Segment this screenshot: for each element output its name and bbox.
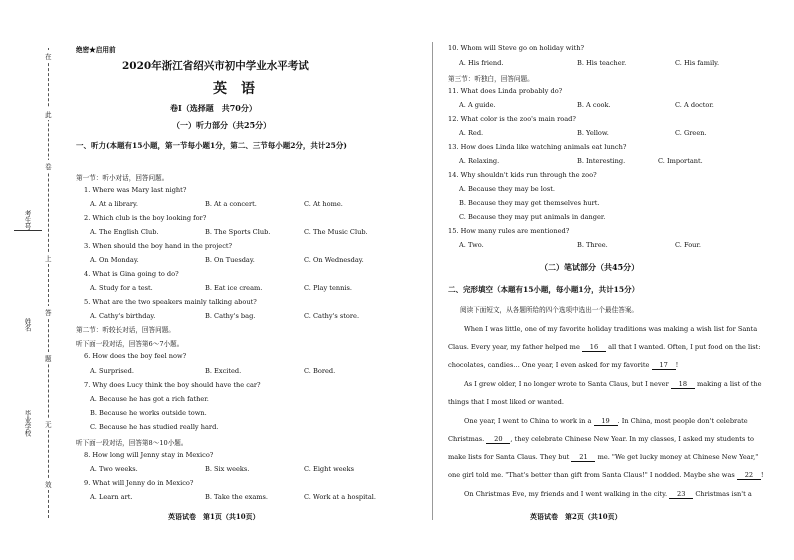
q8-option-b[interactable]: B. Six weeks. bbox=[205, 465, 250, 473]
listening-part-heading: （一）听力部分（共25分） bbox=[172, 120, 272, 130]
q13-option-b[interactable]: B. Interesting. bbox=[577, 157, 626, 165]
q8-option-a[interactable]: A. Two weeks. bbox=[90, 465, 138, 473]
blank-20[interactable]: 20 bbox=[486, 435, 510, 444]
q6-option-c[interactable]: C. Bored. bbox=[304, 367, 336, 375]
field-name: 姓名 bbox=[23, 318, 31, 332]
question-2: 2. Which club is the boy looking for? bbox=[84, 214, 207, 222]
q1-option-a[interactable]: A. At a library. bbox=[90, 200, 138, 208]
question-5: 5. What are the two speakers mainly talking about? bbox=[84, 298, 257, 306]
blank-22[interactable]: 22 bbox=[737, 471, 761, 480]
binding-mark: 答 bbox=[45, 306, 52, 318]
q4-option-a[interactable]: A. Study for a test. bbox=[90, 284, 153, 292]
blank-18[interactable]: 18 bbox=[671, 380, 695, 389]
cloze-line-5: things that I most liked or wanted. bbox=[448, 398, 564, 406]
section2-heading: 二、完形填空（本题有15小题，每小题1分，共计15分） bbox=[448, 285, 640, 294]
q7-option-b[interactable]: B. Because he works outside town. bbox=[90, 409, 207, 417]
binding-mark: 卷 bbox=[45, 160, 52, 172]
subject-title: 英 语 bbox=[213, 81, 255, 97]
blank-19[interactable]: 19 bbox=[594, 417, 618, 426]
binding-mark: 此 bbox=[45, 108, 52, 120]
question-15: 15. How many rules are mentioned? bbox=[448, 227, 570, 235]
q12-option-c[interactable]: C. Green. bbox=[675, 129, 707, 137]
question-4: 4. What is Gina going to do? bbox=[84, 270, 179, 278]
q6-option-a[interactable]: A. Surprised. bbox=[90, 367, 134, 375]
q2-option-b[interactable]: B. The Sports Club. bbox=[205, 228, 271, 236]
q5-option-b[interactable]: B. Cathy's bag. bbox=[205, 312, 256, 320]
left-page-footer: 英语试卷 第1页（共10页） bbox=[168, 512, 260, 521]
name-underline bbox=[14, 230, 42, 231]
question-7: 7. Why does Lucy think the boy should have the car? bbox=[84, 381, 261, 389]
q11-option-a[interactable]: A. A guide. bbox=[459, 101, 496, 109]
q10-option-b[interactable]: B. His teacher. bbox=[577, 59, 627, 67]
section1-sub2b: 听下面一段对话，回答第6～7小题。 bbox=[76, 340, 184, 348]
q5-option-a[interactable]: A. Cathy's birthday. bbox=[90, 312, 156, 320]
section1-heading: 一、听力(本题有15小题，第一节每小题1分，第二、三节每小题2分，共计25分) bbox=[76, 141, 347, 150]
q2-option-c[interactable]: C. The Music Club. bbox=[304, 228, 368, 236]
q14-option-b[interactable]: B. Because they may get themselves hurt. bbox=[459, 199, 600, 207]
cloze-line-4: As I grew older, I no longer wrote to Santa Claus, but I never 18 making a list of the bbox=[464, 380, 762, 388]
q7-option-a[interactable]: A. Because he has got a rich father. bbox=[90, 395, 209, 403]
field-school: 毕业学校 bbox=[23, 410, 31, 437]
cloze-line-3: chocolates, candies… One year, I even asked for my favorite 17 ! bbox=[448, 361, 679, 369]
question-6: 6. How does the boy feel now? bbox=[84, 352, 187, 360]
question-9: 9. What will Jenny do in Mexico? bbox=[84, 479, 194, 487]
q9-option-c[interactable]: C. Work at a hospital. bbox=[304, 493, 376, 501]
q14-option-c[interactable]: C. Because they may put animals in danger. bbox=[459, 213, 606, 221]
q15-option-a[interactable]: A. Two. bbox=[459, 241, 484, 249]
cloze-line-9: one girl told me. "That's better than gift from Santa Claus!" I nodded. Maybe she was 22 ! bbox=[448, 471, 764, 479]
blank-17[interactable]: 17 bbox=[652, 361, 676, 370]
binding-mark: 无 bbox=[45, 418, 52, 430]
q5-option-c[interactable]: C. Cathy's store. bbox=[304, 312, 360, 320]
cloze-line-2: Claus. Every year, my father helped me 16 all that I wanted. Often, I put food on the list: bbox=[448, 343, 761, 351]
q11-option-c[interactable]: C. A doctor. bbox=[675, 101, 714, 109]
q12-option-b[interactable]: B. Yellow. bbox=[577, 129, 609, 137]
column-divider bbox=[432, 42, 433, 520]
section1-sub2: 第二节：听较长对话，回答问题。 bbox=[76, 326, 175, 334]
cloze-line-7: Christmas. 20 , they celebrate Chinese New Year. In my classes, I asked my students to bbox=[448, 435, 755, 443]
q7-option-c[interactable]: C. Because he has studied really hard. bbox=[90, 423, 219, 431]
question-10: 10. Whom will Steve go on holiday with? bbox=[448, 44, 584, 52]
q9-option-b[interactable]: B. Take the exams. bbox=[205, 493, 269, 501]
q1-option-c[interactable]: C. At home. bbox=[304, 200, 343, 208]
blank-23[interactable]: 23 bbox=[669, 490, 693, 499]
q9-option-a[interactable]: A. Learn art. bbox=[90, 493, 133, 501]
question-11: 11. What does Linda probably do? bbox=[448, 87, 563, 95]
q10-option-a[interactable]: A. His friend. bbox=[459, 59, 504, 67]
q10-option-c[interactable]: C. His family. bbox=[675, 59, 720, 67]
question-8: 8. How long will Jenny stay in Mexico? bbox=[84, 451, 214, 459]
binding-mark: 上 bbox=[45, 252, 52, 264]
section1-sub3-right: 第三节：听独白，回答问题。 bbox=[448, 75, 534, 83]
exam-title: 2020年浙江省绍兴市初中学业水平考试 bbox=[122, 60, 309, 72]
question-12: 12. What color is the zoo's main road? bbox=[448, 115, 576, 123]
q13-option-a[interactable]: A. Relaxing. bbox=[459, 157, 500, 165]
question-3: 3. When should the boy hand in the project? bbox=[84, 242, 233, 250]
q3-option-a[interactable]: A. On Monday. bbox=[90, 256, 139, 264]
field-exam-number: 考生号 bbox=[23, 210, 31, 230]
secret-mark: 绝密★启用前 bbox=[76, 46, 116, 54]
blank-16[interactable]: 16 bbox=[582, 343, 606, 352]
q14-option-a[interactable]: A. Because they may be lost. bbox=[459, 185, 556, 193]
q1-option-b[interactable]: B. At a concert. bbox=[205, 200, 257, 208]
q11-option-b[interactable]: B. A cook. bbox=[577, 101, 611, 109]
blank-21[interactable]: 21 bbox=[571, 453, 595, 462]
q4-option-c[interactable]: C. Play tennis. bbox=[304, 284, 352, 292]
cloze-line-1: When I was little, one of my favorite holiday traditions was making a wish list for Santa bbox=[464, 325, 758, 333]
q3-option-b[interactable]: B. On Tuesday. bbox=[205, 256, 255, 264]
section1-sub1: 第一节：听小对话，回答问题。 bbox=[76, 174, 169, 182]
cloze-line-6: One year, I went to China to work in a 19 . In China, most people don't celebrate bbox=[464, 417, 748, 425]
q8-option-c[interactable]: C. Eight weeks bbox=[304, 465, 354, 473]
question-1: 1. Where was Mary last night? bbox=[84, 186, 187, 194]
writing-part-heading: （二）笔试部分（共45分） bbox=[540, 262, 640, 272]
q2-option-a[interactable]: A. The English Club. bbox=[90, 228, 159, 236]
question-13: 13. How does Linda like watching animals eat lunch? bbox=[448, 143, 627, 151]
right-page-footer: 英语试卷 第2页（共10页） bbox=[530, 512, 622, 521]
cloze-line-10: On Christmas Eve, my friends and I went walking in the city. 23 Christmas isn't a bbox=[464, 490, 752, 498]
question-14: 14. Why shouldn't kids run through the zoo? bbox=[448, 171, 597, 179]
cloze-line-8: make lists for Santa Claus. They but 21 me. "We get lucky money at Chinese New Year," bbox=[448, 453, 759, 461]
volume-heading: 卷Ⅰ（选择题 共70分） bbox=[170, 103, 257, 113]
q15-option-c[interactable]: C. Four. bbox=[675, 241, 701, 249]
binding-mark: 题 bbox=[45, 352, 52, 364]
q3-option-c[interactable]: C. On Wednesday. bbox=[304, 256, 364, 264]
q13-option-c[interactable]: C. Important. bbox=[658, 157, 703, 165]
q15-option-b[interactable]: B. Three. bbox=[577, 241, 608, 249]
cloze-instruction: 阅读下面短文，从各题所给的四个选项中选出一个最佳答案。 bbox=[460, 306, 639, 314]
q6-option-b[interactable]: B. Excited. bbox=[205, 367, 242, 375]
q4-option-b[interactable]: B. Eat ice cream. bbox=[205, 284, 263, 292]
binding-mark: 在 bbox=[45, 50, 52, 62]
section1-sub3: 听下面一段对话，回答第8～10小题。 bbox=[76, 439, 188, 447]
q12-option-a[interactable]: A. Red. bbox=[459, 129, 484, 137]
binding-mark: 效 bbox=[45, 478, 52, 490]
